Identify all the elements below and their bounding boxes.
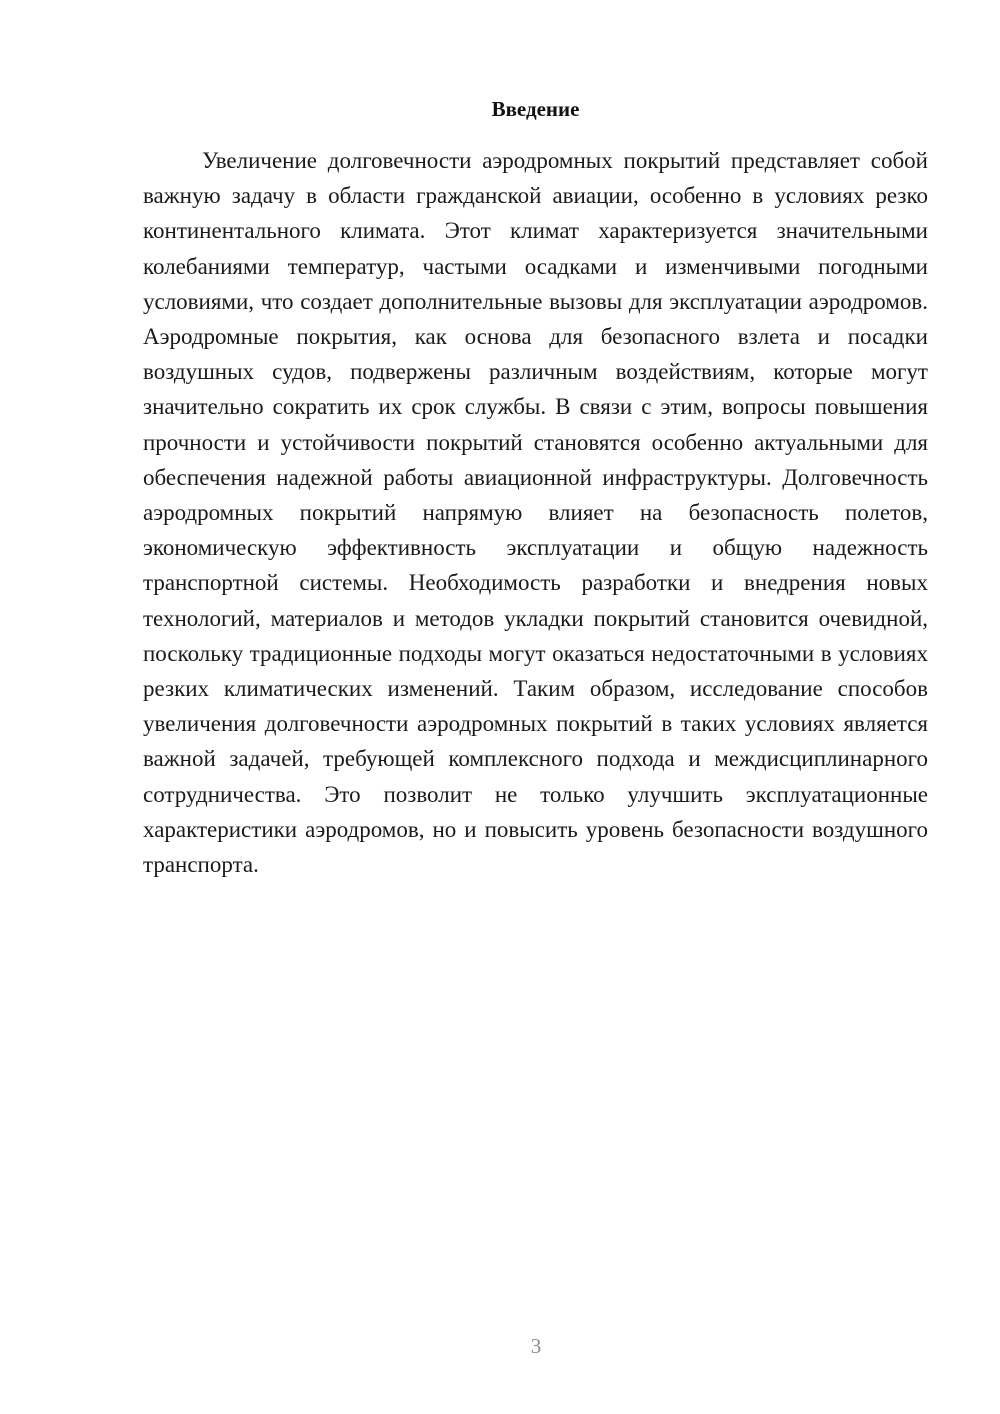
section-heading: Введение	[491, 97, 580, 121]
page-number: 3	[530, 1334, 542, 1358]
body-paragraph: Увеличение долговечности аэродромных покрытий представляет собой важную задачу в области гражданской авиации, особенно в условиях резко континентального климата. Этот климат характеризуется значительными колебаниями температур, частыми осадками и изменчивыми погодными условиями, что создает дополнительные вызовы для эксплуатации аэродромов. Аэродромные покрытия, как основа для безопасного взлета и посадки воздушных судов, подвержены различным воздействиям, которые могут значительно сократить их срок службы. В связи с этим, вопросы повышения прочности и устойчивости покрытий становятся особенно актуальными для обеспечения надежной работы авиационной инфраструктуры. Долговечность аэродромных покрытий напрямую влияет на безопасность полетов, экономическую эффективность эксплуатации и общую надежность транспортной системы. Необходимость разработки и внедрения новых технологий, материалов и методов укладки покрытий становится очевидной, поскольку традиционные подходы могут оказаться недостаточными в условиях резких климатических изменений. Таким образом, исследование способов увеличения долговечности аэродромных покрытий в таких условиях является важной задачей, требующей комплексного подхода и междисциплинарного сотрудничества. Это позволит не только улучшить эксплуатационные характеристики аэродромов, но и повысить уровень безопасности воздушного транспорта.	[143, 148, 928, 878]
